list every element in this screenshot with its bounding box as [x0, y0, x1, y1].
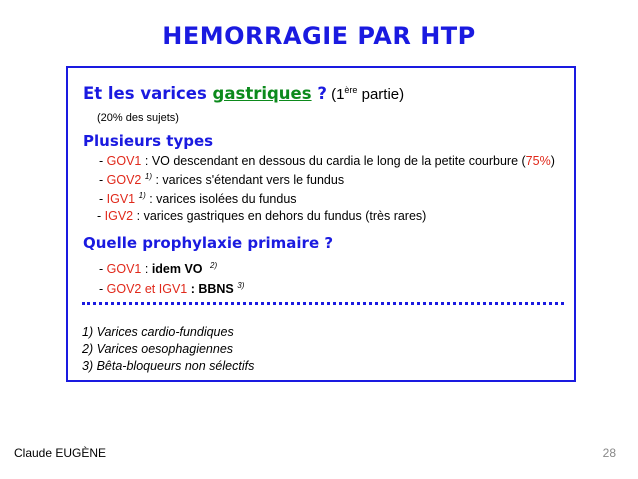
type-code: IGV1: [106, 192, 136, 207]
type-code: GOV1: [106, 262, 142, 277]
part-open: (1: [326, 86, 345, 103]
heading-gastric-word: gastriques: [212, 84, 312, 103]
dotted-divider: [82, 302, 564, 305]
footnote-ref: 1): [138, 191, 146, 200]
page-number: 28: [602, 446, 616, 460]
section-heading-types: Plusieurs types: [83, 132, 214, 150]
recommendation: idem VO: [151, 262, 203, 277]
type-item-igv1: - IGV1 $^{1)}$ : varices isolées du fundus: [99, 191, 297, 207]
type-code: GOV1: [106, 154, 142, 168]
type-code: IGV2: [104, 209, 134, 223]
type-code: GOV2 et IGV1: [106, 282, 188, 297]
heading-suffix: ?: [311, 84, 327, 103]
type-percent: 75%: [525, 154, 551, 168]
author-name: Claude EUGÈNE: [14, 446, 107, 460]
heading-part: [327, 86, 404, 103]
reference-2: 2) Varices oesophagiennes: [82, 342, 234, 356]
section-heading-prophylaxie: Quelle prophylaxie primaire ?: [83, 234, 334, 252]
footnote-ref: 3): [237, 281, 245, 290]
type-item-igv2: - IGV2 : varices gastriques en dehors du fundus (très rares): [97, 209, 427, 223]
section-heading-gastric: [83, 84, 404, 103]
type-code: GOV2: [106, 173, 142, 188]
slide-title: HEMORRAGIE PAR HTP: [162, 22, 476, 50]
footnote-ref: 1): [144, 172, 152, 181]
prophylaxie-item-gov2-igv1: - GOV2 et IGV1 : BBNS $^{3)}$: [99, 281, 245, 297]
type-item-gov2: - GOV2 $^{1)}$ : varices s'étendant vers le fundus: [99, 172, 345, 188]
subjects-note: (20% des sujets): [97, 112, 179, 124]
content-box: [66, 66, 576, 382]
recommendation: BBNS: [198, 282, 234, 297]
prophylaxie-item-gov1: - GOV1 : idem VO $^{2)}$: [99, 261, 218, 277]
footnote-ref: 2): [210, 261, 218, 270]
reference-3: 3) Bêta-bloqueurs non sélectifs: [82, 359, 255, 373]
part-sup: ère: [344, 85, 358, 95]
type-item-gov1: - GOV1 : VO descendant en dessous du cardia le long de la petite courbure (75%): [99, 154, 555, 168]
reference-1: 1) Varices cardio-fundiques: [82, 325, 234, 339]
heading-prefix: Et les varices: [83, 84, 213, 103]
part-close: partie): [357, 86, 405, 103]
